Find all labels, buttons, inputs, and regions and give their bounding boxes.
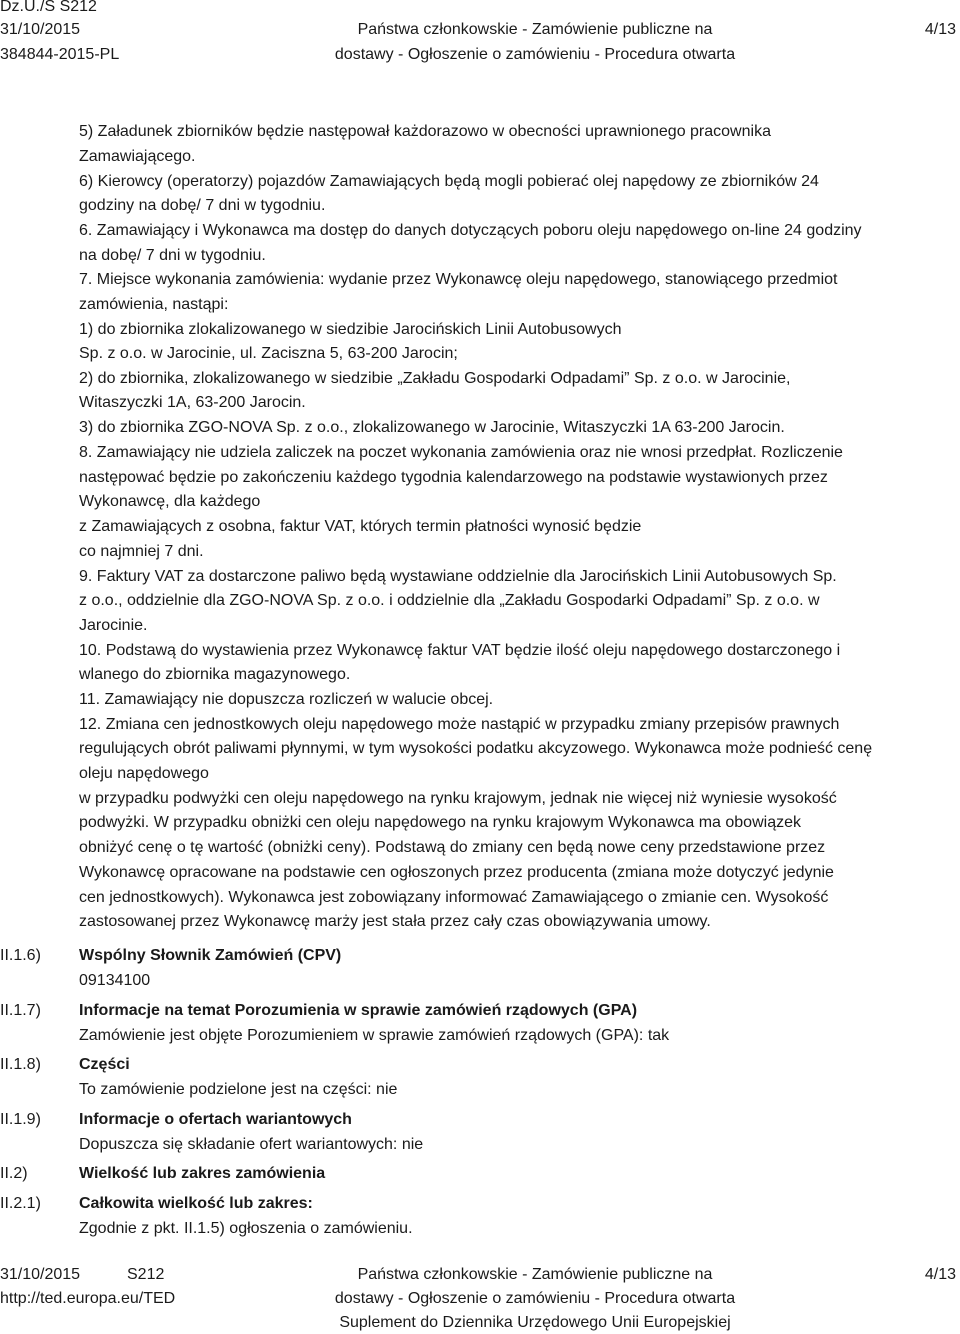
section-number: II.1.8)	[0, 1056, 41, 1073]
section-title: Wspólny Słownik Zamówień (CPV)	[79, 947, 342, 964]
footer-title-line3: Suplement do Dziennika Urzędowego Unii Europejskiej	[339, 1314, 731, 1331]
section-text: Zgodnie z pkt. II.1.5) ogłoszenia o zamówieniu.	[79, 1220, 413, 1237]
section-title: Wielkość lub zakres zamówienia	[79, 1165, 326, 1182]
body-line: 5) Załadunek zbiorników będzie następował każdorazowo w obecności uprawnionego pracownika	[79, 123, 771, 140]
section-text: 09134100	[79, 972, 151, 989]
footer-page-number: 4/13	[924, 1266, 956, 1283]
body-line: 7. Miejsce wykonania zamówienia: wydanie przez Wykonawcę oleju napędowego, stanowiącego przedmiot	[79, 271, 838, 288]
body-line: Witaszyczki 1A, 63-200 Jarocin.	[79, 394, 306, 411]
footer-url: http://ted.europa.eu/TED	[0, 1290, 176, 1307]
publication-date: 31/10/2015	[0, 21, 81, 38]
footer-date: 31/10/2015	[0, 1266, 81, 1283]
footer-title-line2: dostawy - Ogłoszenie o zamówieniu - Procedura otwarta	[334, 1290, 736, 1307]
section-number: II.1.9)	[0, 1111, 41, 1128]
body-line: zastosowanej przez Wykonawcę marży jest stała przez cały czas obowiązywania umowy.	[79, 913, 711, 930]
header-title-line1: Państwa członkowskie - Zamówienie publiczne na	[357, 21, 713, 38]
body-line: 9. Faktury VAT za dostarczone paliwo będą wystawiane oddzielnie dla Jarocińskich Linii Autobusowych Sp.	[79, 568, 837, 585]
body-line: godziny na dobę/ 7 dni w tygodniu.	[79, 197, 326, 214]
body-line: cen jednostkowych). Wykonawca jest zobowiązany informować Zamawiającego o zmianie cen. Wysokość	[79, 889, 829, 906]
body-line: 11. Zamawiający nie dopuszcza rozliczeń w walucie obcej.	[79, 691, 494, 708]
section-text: Zamówienie jest objęte Porozumieniem w sprawie zamówień rządowych (GPA): tak	[79, 1027, 670, 1044]
notice-number: 384844-2015-PL	[0, 46, 120, 63]
body-line: 8. Zamawiający nie udziela zaliczek na poczet wykonania zamówienia oraz nie wnosi przedpłat. Rozliczenie	[79, 444, 843, 461]
section-title: Części	[79, 1056, 130, 1073]
header-title-line2: dostawy - Ogłoszenie o zamówieniu - Procedura otwarta	[334, 46, 736, 63]
body-line: z o.o., oddzielnie dla ZGO-NOVA Sp. z o.o. i oddzielnie dla „Zakładu Gospodarki Odpadami” Sp. z o.o. w	[79, 592, 820, 609]
section-text: To zamówienie podzielone jest na części: nie	[79, 1081, 398, 1098]
section-number: II.1.7)	[0, 1002, 41, 1019]
body-line: Zamawiającego.	[79, 148, 196, 165]
body-line: 10. Podstawą do wystawienia przez Wykonawcę faktur VAT będzie ilość oleju napędowego dostarczonego i	[79, 642, 841, 659]
body-line: Sp. z o.o. w Jarocinie, ul. Zaciszna 5, 63-200 Jarocin;	[79, 345, 458, 362]
footer-series: S212	[127, 1266, 165, 1283]
body-line: w przypadku podwyżki cen oleju napędowego na rynku krajowym, jednak nie więcej niż wyniesie wysokość	[79, 790, 837, 807]
body-line: na dobę/ 7 dni w tygodniu.	[79, 247, 266, 264]
body-line: podwyżki. W przypadku obniżki cen oleju napędowego na rynku krajowym Wykonawca ma obowiązek	[79, 814, 801, 831]
body-line: 3) do zbiornika ZGO-NOVA Sp. z o.o., zlokalizowanego w Jarocinie, Witaszyczki 1A 63-200 Jarocin.	[79, 419, 785, 436]
section-title: Całkowita wielkość lub zakres:	[79, 1195, 313, 1212]
body-line: regulujących obrót paliwami płynnymi, w tym wysokości podatku akcyzowego. Wykonawca może podnieść cenę	[79, 740, 873, 757]
body-line: 6) Kierowcy (operatorzy) pojazdów Zamawiających będą mogli pobierać olej napędowy ze zbiorników 24	[79, 173, 819, 190]
body-line: 6. Zamawiający i Wykonawca ma dostęp do danych dotyczących poboru oleju napędowego on-line 24 godziny	[79, 222, 862, 239]
body-line: wlanego do zbiornika magazynowego.	[79, 666, 351, 683]
journal-reference: Dz.U./S S212	[0, 0, 97, 15]
body-line: Wykonawcę opracowane na podstawie cen ogłoszonych przez producenta (zmiana może dotyczyć jedynie	[79, 864, 834, 881]
body-line: co najmniej 7 dni.	[79, 543, 204, 560]
body-line: 1) do zbiornika zlokalizowanego w siedzibie Jarocińskich Linii Autobusowych	[79, 321, 622, 338]
body-line: 12. Zmiana cen jednostkowych oleju napędowego może nastąpić w przypadku zmiany przepisów prawnych	[79, 716, 840, 733]
body-line: Jarocinie.	[79, 617, 148, 634]
body-line: obniżyć cenę o tę wartość (obniżki ceny). Podstawą do zmiany cen będą nowe ceny przedstawione przez	[79, 839, 826, 856]
section-text: Dopuszcza się składanie ofert wariantowych: nie	[79, 1136, 424, 1153]
section-title: Informacje na temat Porozumienia w sprawie zamówień rządowych (GPA)	[79, 1002, 638, 1019]
body-line: oleju napędowego	[79, 765, 209, 782]
body-line: 2) do zbiornika, zlokalizowanego w siedzibie „Zakładu Gospodarki Odpadami” Sp. z o.o. w Jarocinie,	[79, 370, 791, 387]
section-number: II.2.1)	[0, 1195, 41, 1212]
footer-title-line1: Państwa członkowskie - Zamówienie publiczne na	[357, 1266, 713, 1283]
body-line: z Zamawiających z osobna, faktur VAT, których termin płatności wynosić będzie	[79, 518, 642, 535]
section-number: II.1.6)	[0, 947, 41, 964]
section-title: Informacje o ofertach wariantowych	[79, 1111, 352, 1128]
page-number: 4/13	[924, 21, 956, 38]
body-line: następować będzie po zakończeniu każdego tygodnia kalendarzowego na podstawie wystawionych przez	[79, 469, 828, 486]
section-number: II.2)	[0, 1165, 28, 1182]
body-line: Wykonawcę, dla każdego	[79, 493, 261, 510]
body-line: zamówienia, nastąpi:	[79, 296, 229, 313]
